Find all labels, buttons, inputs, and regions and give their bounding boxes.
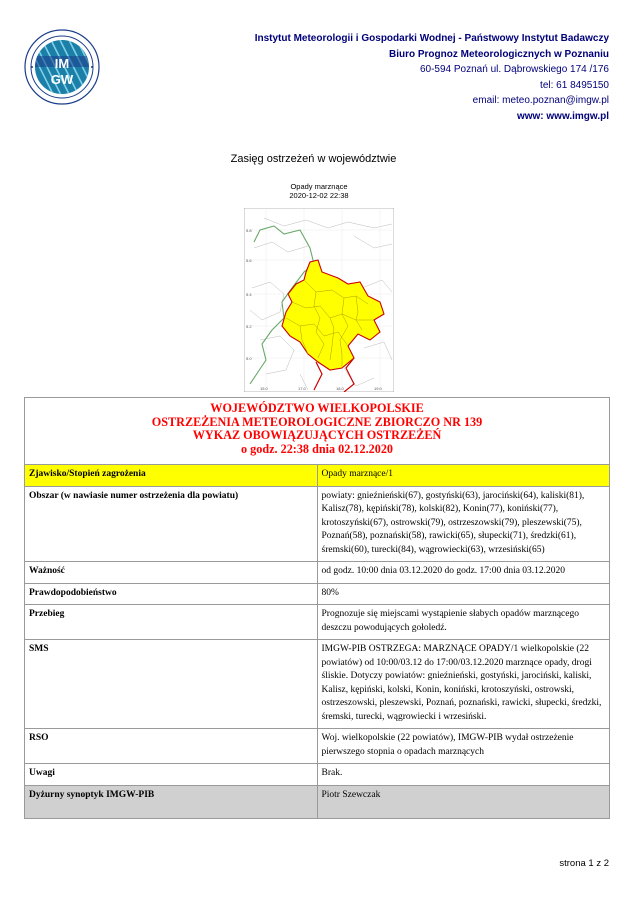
- map-tick: 17.0: [298, 386, 306, 391]
- heading-voivodeship: WOJEWÓDZTWO WIELKOPOLSKIE: [210, 401, 424, 415]
- row-value: Woj. wielkopolskie (22 powiatów), IMGW-PIB wydał ostrzeżenie pierwszego stopnia o opadach marznących: [317, 729, 610, 764]
- page-number: strona 1 z 2: [559, 858, 609, 869]
- warning-map: [244, 208, 394, 392]
- phone: tel: 61 8495150: [540, 79, 609, 91]
- table-row-rso: [25, 729, 610, 764]
- row-value: 80%: [317, 583, 610, 605]
- map-tick: 19.0: [374, 386, 382, 391]
- table-row-phenomenon: [25, 465, 610, 487]
- warning-heading-row: [25, 398, 610, 465]
- row-value: Prognozuje się miejscami wystąpienie słabych opadów marznącego deszczu powodujących gołoledź.: [317, 605, 610, 640]
- map-tick: 18.0: [336, 386, 344, 391]
- row-value: od godz. 10:00 dnia 03.12.2020 do godz. 17:00 dnia 03.12.2020: [317, 562, 610, 584]
- row-value: Brak.: [317, 764, 610, 786]
- map-tick: 5.6: [246, 258, 252, 263]
- logo-text-top: IM: [54, 56, 70, 71]
- row-label: Ważność: [25, 562, 318, 584]
- section-title: Zasięg ostrzeżeń w województwie: [230, 153, 397, 165]
- row-label: Przebieg: [25, 605, 318, 640]
- table-row-probability: [25, 583, 610, 605]
- warning-table: [24, 397, 610, 819]
- row-label: Prawdopodobieństwo: [25, 583, 318, 605]
- row-value: Piotr Szewczak: [317, 785, 610, 818]
- warning-heading: [25, 398, 610, 465]
- row-label: SMS: [25, 640, 318, 729]
- row-label: Zjawisko/Stopień zagrożenia: [25, 465, 318, 487]
- row-value: Opady marznące/1: [317, 465, 610, 487]
- map-tick: 5.4: [246, 292, 252, 297]
- imgw-logo: [24, 26, 100, 108]
- map-tick: 5.0: [246, 356, 252, 361]
- row-label: Uwagi: [25, 764, 318, 786]
- row-label: Dyżurny synoptyk IMGW-PIB: [25, 785, 318, 818]
- map-tick: 15.0: [260, 386, 268, 391]
- website[interactable]: www: www.imgw.pl: [516, 110, 609, 122]
- map-caption-title: Opady marznące: [290, 182, 348, 191]
- row-label: Obszar (w nawiasie numer ostrzeżenia dla powiatu): [25, 486, 318, 562]
- office-name: Biuro Prognoz Meteorologicznych w Poznaniu: [388, 48, 609, 60]
- heading-list-title: WYKAZ OBOWIĄZUJĄCYCH OSTRZEŻEŃ: [192, 428, 442, 442]
- address: 60-594 Poznań ul. Dąbrowskiego 174 /176: [419, 64, 609, 75]
- heading-bulletin-number: OSTRZEŻENIA METEOROLOGICZNE ZBIORCZO NR 139: [151, 414, 483, 429]
- table-row-sms: [25, 640, 610, 729]
- map-caption-date: 2020-12-02 22:38: [289, 191, 349, 200]
- institute-name: Instytut Meteorologii i Gospodarki Wodnej - Państwowy Instytut Badawczy: [254, 33, 609, 44]
- table-row-area: [25, 486, 610, 562]
- table-row-course: [25, 605, 610, 640]
- heading-issued-time: o godz. 22:38 dnia 02.12.2020: [240, 441, 394, 456]
- institute-header: [255, 31, 609, 124]
- logo-text-bottom: GW: [50, 72, 74, 87]
- table-row-forecaster: [25, 785, 610, 818]
- map-tick: 5.8: [246, 228, 252, 233]
- table-row-validity: [25, 562, 610, 584]
- row-value: IMGW-PIB OSTRZEGA: MARZNĄCE OPADY/1 wielkopolskie (22 powiatów) od 10:00/03.12 do 17:00/03.12.2020 marznące opady, drogi śliskie. Dotyczy powiatów: gnieźnieński, gostyński, jarociński, kaliski, Kalisz, kępiński, kolski, Konin, koniński, krotoszyński, ostrowski, ostrzeszowski, pleszewski, Poznań, poznański, rawicki, słupecki, średzki, śremski, turecki, wągrowiecki i wrzesiński.: [317, 640, 610, 729]
- row-label: RSO: [25, 729, 318, 764]
- email[interactable]: email: meteo.poznan@imgw.pl: [472, 95, 609, 106]
- map-tick: 5.2: [246, 324, 252, 329]
- row-value: powiaty: gnieźnieński(67), gostyński(63), jarociński(64), kaliski(81), Kalisz(78), kępiński(78), kolski(82), Konin(77), koniński(77), krotoszyński(67), ostrowski(79), ostrzeszowski(79), pleszewski(75), Poznań(58), poznański(58), rawicki(65), słupecki(71), średzki(61), śremski(60), turecki(84), wągrowiecki(63), wrzesiński(65): [317, 486, 610, 562]
- map-caption: [234, 182, 404, 200]
- table-row-remarks: [25, 764, 610, 786]
